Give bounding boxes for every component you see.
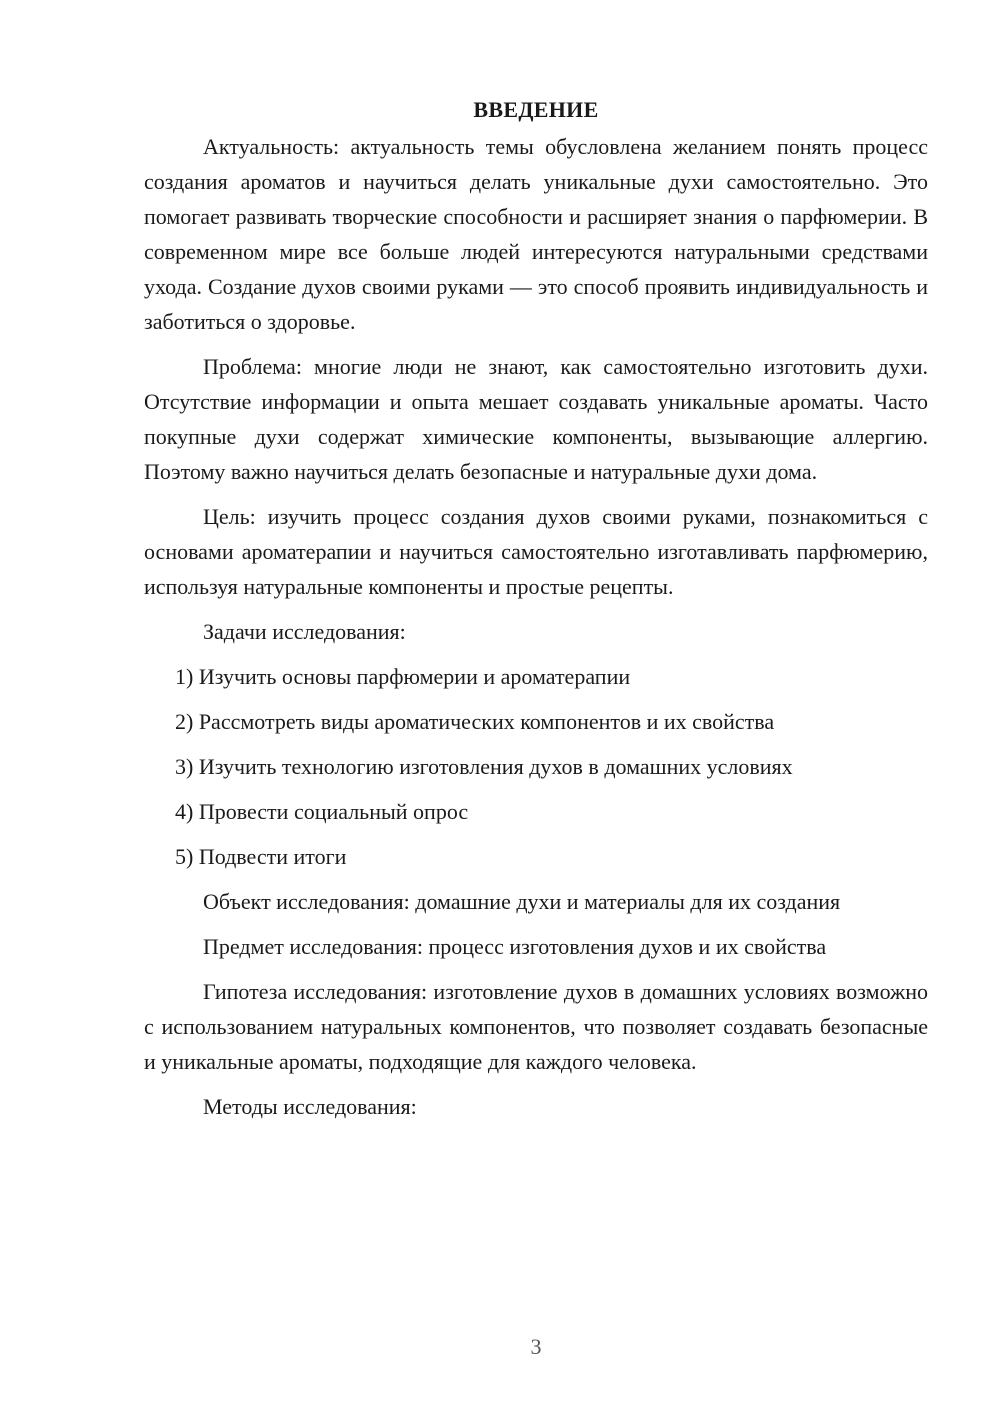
page-content bbox=[144, 92, 928, 1134]
subject-line: Предмет исследования: процесс изготовления духов и их свойства bbox=[203, 934, 827, 959]
hypothesis-paragraph: Гипотеза исследования: изготовление духов в домашних условиях возможно с использованием натуральных компонентов, что позволяет создавать безопасные и уникальные ароматы, подходящие для каждого человека. bbox=[144, 979, 928, 1074]
page-number: 3 bbox=[530, 1334, 542, 1359]
list-item: 3) Изучить технологию изготовления духов в домашних условиях bbox=[175, 754, 793, 779]
list-item: 1) Изучить основы парфюмерии и ароматерапии bbox=[175, 664, 631, 689]
methods-title: Методы исследования: bbox=[203, 1094, 417, 1119]
relevance-paragraph: Актуальность: актуальность темы обусловлена желанием понять процесс создания ароматов и научиться делать уникальные духи самостоятельно. Это помогает развивать творческие способности и расширяет знания о парфюмерии. В современном мире все больше людей интересуются натуральными средствами ухода. Создание духов своими руками — это способ проявить индивидуальность и заботиться о здоровье. bbox=[144, 134, 928, 334]
list-item: 4) Провести социальный опрос bbox=[175, 799, 469, 824]
list-item: 5) Подвести итоги bbox=[175, 844, 347, 869]
list-item: 2) Рассмотреть виды ароматических компонентов и их свойства bbox=[175, 709, 775, 734]
object-line: Объект исследования: домашние духи и материалы для их создания bbox=[203, 889, 841, 914]
section-heading: ВВЕДЕНИЕ bbox=[473, 97, 599, 122]
tasks-list bbox=[144, 659, 928, 874]
goal-paragraph: Цель: изучить процесс создания духов своими руками, познакомиться с основами ароматерапии и научиться самостоятельно изготавливать парфюмерию, используя натуральные компоненты и простые рецепты. bbox=[144, 504, 928, 599]
problem-paragraph: Проблема: многие люди не знают, как самостоятельно изготовить духи. Отсутствие информации и опыта мешает создавать уникальные ароматы. Часто покупные духи содержат химические компоненты, вызывающие аллергию. Поэтому важно научиться делать безопасные и натуральные духи дома. bbox=[144, 354, 928, 484]
tasks-title: Задачи исследования: bbox=[203, 619, 406, 644]
